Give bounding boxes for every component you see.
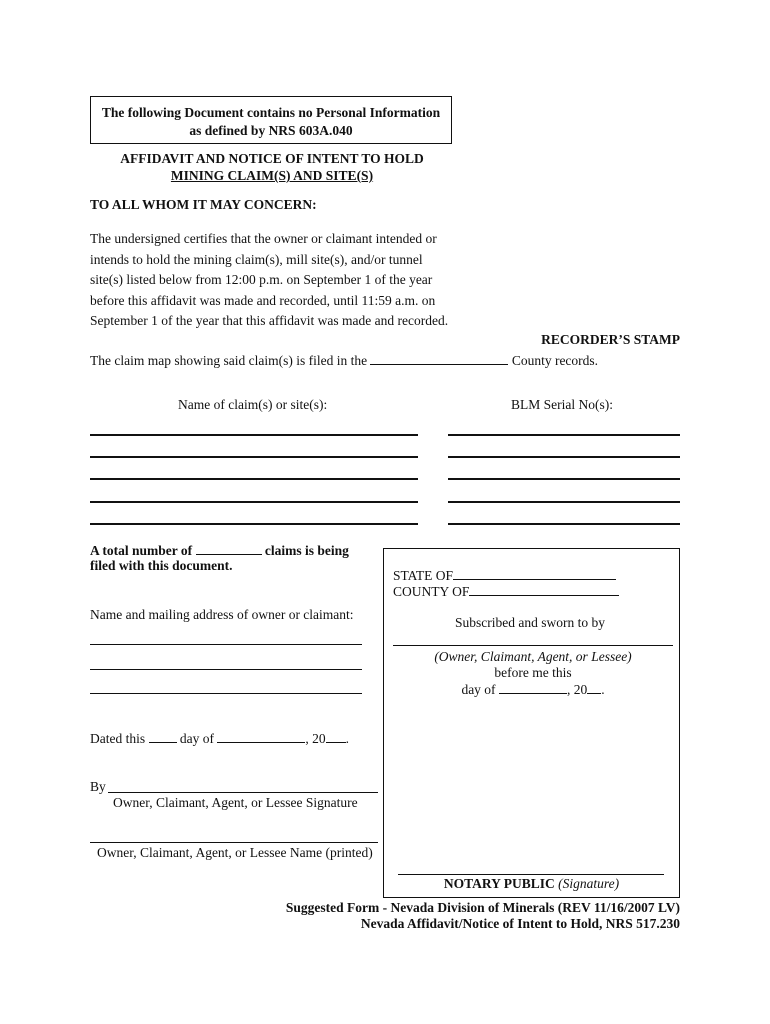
blm-serial-line[interactable]	[448, 523, 680, 525]
sworn-by-line[interactable]	[393, 645, 673, 646]
total-claims-blank[interactable]	[196, 542, 262, 555]
dated-prefix: Dated this	[90, 731, 146, 746]
notary-county	[393, 583, 619, 600]
owner-address-line[interactable]	[90, 669, 362, 670]
notary-year-prefix: , 20	[566, 682, 588, 697]
county-notary-blank[interactable]	[469, 583, 619, 596]
personal-info-notice	[90, 96, 452, 144]
dated-year-prefix: , 20	[305, 731, 326, 746]
footer-line-1: Suggested Form - Nevada Division of Minerals (REV 11/16/2007 LV)	[285, 900, 680, 915]
subscribed-text: Subscribed and sworn to by	[455, 615, 605, 630]
dated-year-blank[interactable]	[326, 730, 346, 743]
intro-paragraph	[90, 229, 470, 332]
intro-line-4: before this affidavit was made and recorded, until 11:59 a.m. on	[90, 292, 436, 308]
printed-name-caption: Owner, Claimant, Agent, or Lessee Name (printed)	[97, 845, 373, 860]
total-claims-suffix: claims is being	[264, 543, 349, 558]
notary-box	[383, 548, 680, 898]
blm-serial-line[interactable]	[448, 501, 680, 503]
notary-signature-line[interactable]	[398, 874, 664, 875]
claim-name-header: Name of claim(s) or site(s):	[178, 397, 328, 412]
notary-day-of: day of	[461, 682, 496, 697]
salutation: TO ALL WHOM IT MAY CONCERN:	[90, 197, 317, 212]
notice-line-2: as defined by NRS 603A.040	[189, 123, 353, 138]
claim-name-line[interactable]	[90, 501, 418, 503]
by-label: By	[90, 779, 106, 794]
county-blank[interactable]	[370, 352, 508, 365]
notary-day-blank[interactable]	[499, 681, 567, 694]
signature-caption: Owner, Claimant, Agent, or Lessee Signature	[113, 795, 358, 810]
notary-signature-label: (Signature)	[558, 876, 620, 891]
claim-map-statement	[90, 352, 598, 369]
title-line-2: MINING CLAIM(S) AND SITE(S)	[170, 168, 374, 183]
dated-end: .	[345, 731, 349, 746]
claim-name-line[interactable]	[90, 434, 418, 436]
footer-line-2: Nevada Affidavit/Notice of Intent to Hold, NRS 517.230	[360, 916, 680, 931]
notary-year-blank[interactable]	[587, 681, 601, 694]
blm-serial-line[interactable]	[448, 434, 680, 436]
blm-serial-line[interactable]	[448, 478, 680, 480]
claim-map-prefix: The claim map showing said claim(s) is filed in the	[90, 353, 368, 368]
dated-statement	[90, 730, 349, 747]
notary-state	[393, 567, 616, 584]
signature-line[interactable]	[108, 792, 378, 793]
dated-day-blank[interactable]	[149, 730, 177, 743]
document-title	[90, 150, 454, 184]
total-claims-statement	[90, 542, 349, 559]
blm-serial-line[interactable]	[448, 456, 680, 458]
state-label: STATE OF	[393, 568, 454, 583]
owner-address-line[interactable]	[90, 644, 362, 645]
notary-public-caption	[383, 876, 680, 892]
claim-name-line[interactable]	[90, 456, 418, 458]
total-claims-line-2: filed with this document.	[90, 558, 233, 573]
owner-address-line[interactable]	[90, 693, 362, 694]
claim-name-line[interactable]	[90, 523, 418, 525]
claim-name-line[interactable]	[90, 478, 418, 480]
dated-month-blank[interactable]	[217, 730, 305, 743]
intro-line-1: The undersigned certifies that the owner or claimant intended or	[90, 231, 437, 246]
county-label: COUNTY OF	[393, 584, 470, 599]
dated-day-of: day of	[179, 731, 214, 746]
intro-line-2: intends to hold the mining claim(s), mill site(s), and/or tunnel	[90, 251, 423, 267]
intro-line-3: site(s) listed below from 12:00 p.m. on September 1 of the year	[90, 272, 433, 287]
notary-public-label: NOTARY PUBLIC	[443, 876, 555, 891]
owner-address-label: Name and mailing address of owner or claimant:	[90, 607, 354, 622]
recorders-stamp-label: RECORDER’S STAMP	[541, 332, 680, 347]
claim-map-suffix: County records.	[511, 353, 599, 368]
title-line-1: AFFIDAVIT AND NOTICE OF INTENT TO HOLD	[120, 151, 424, 166]
notary-day-statement	[393, 681, 673, 698]
printed-name-line[interactable]	[90, 842, 378, 843]
intro-line-5: September 1 of the year that this affidavit was made and recorded.	[90, 313, 449, 328]
before-me-text: before me this	[494, 665, 572, 680]
state-blank[interactable]	[453, 567, 616, 580]
blm-serial-header: BLM Serial No(s):	[511, 397, 613, 412]
total-claims-prefix: A total number of	[90, 543, 193, 558]
notary-end: .	[601, 682, 605, 697]
notice-line-1: The following Document contains no Personal Information	[101, 105, 441, 120]
role-caption: (Owner, Claimant, Agent, or Lessee)	[434, 649, 632, 664]
